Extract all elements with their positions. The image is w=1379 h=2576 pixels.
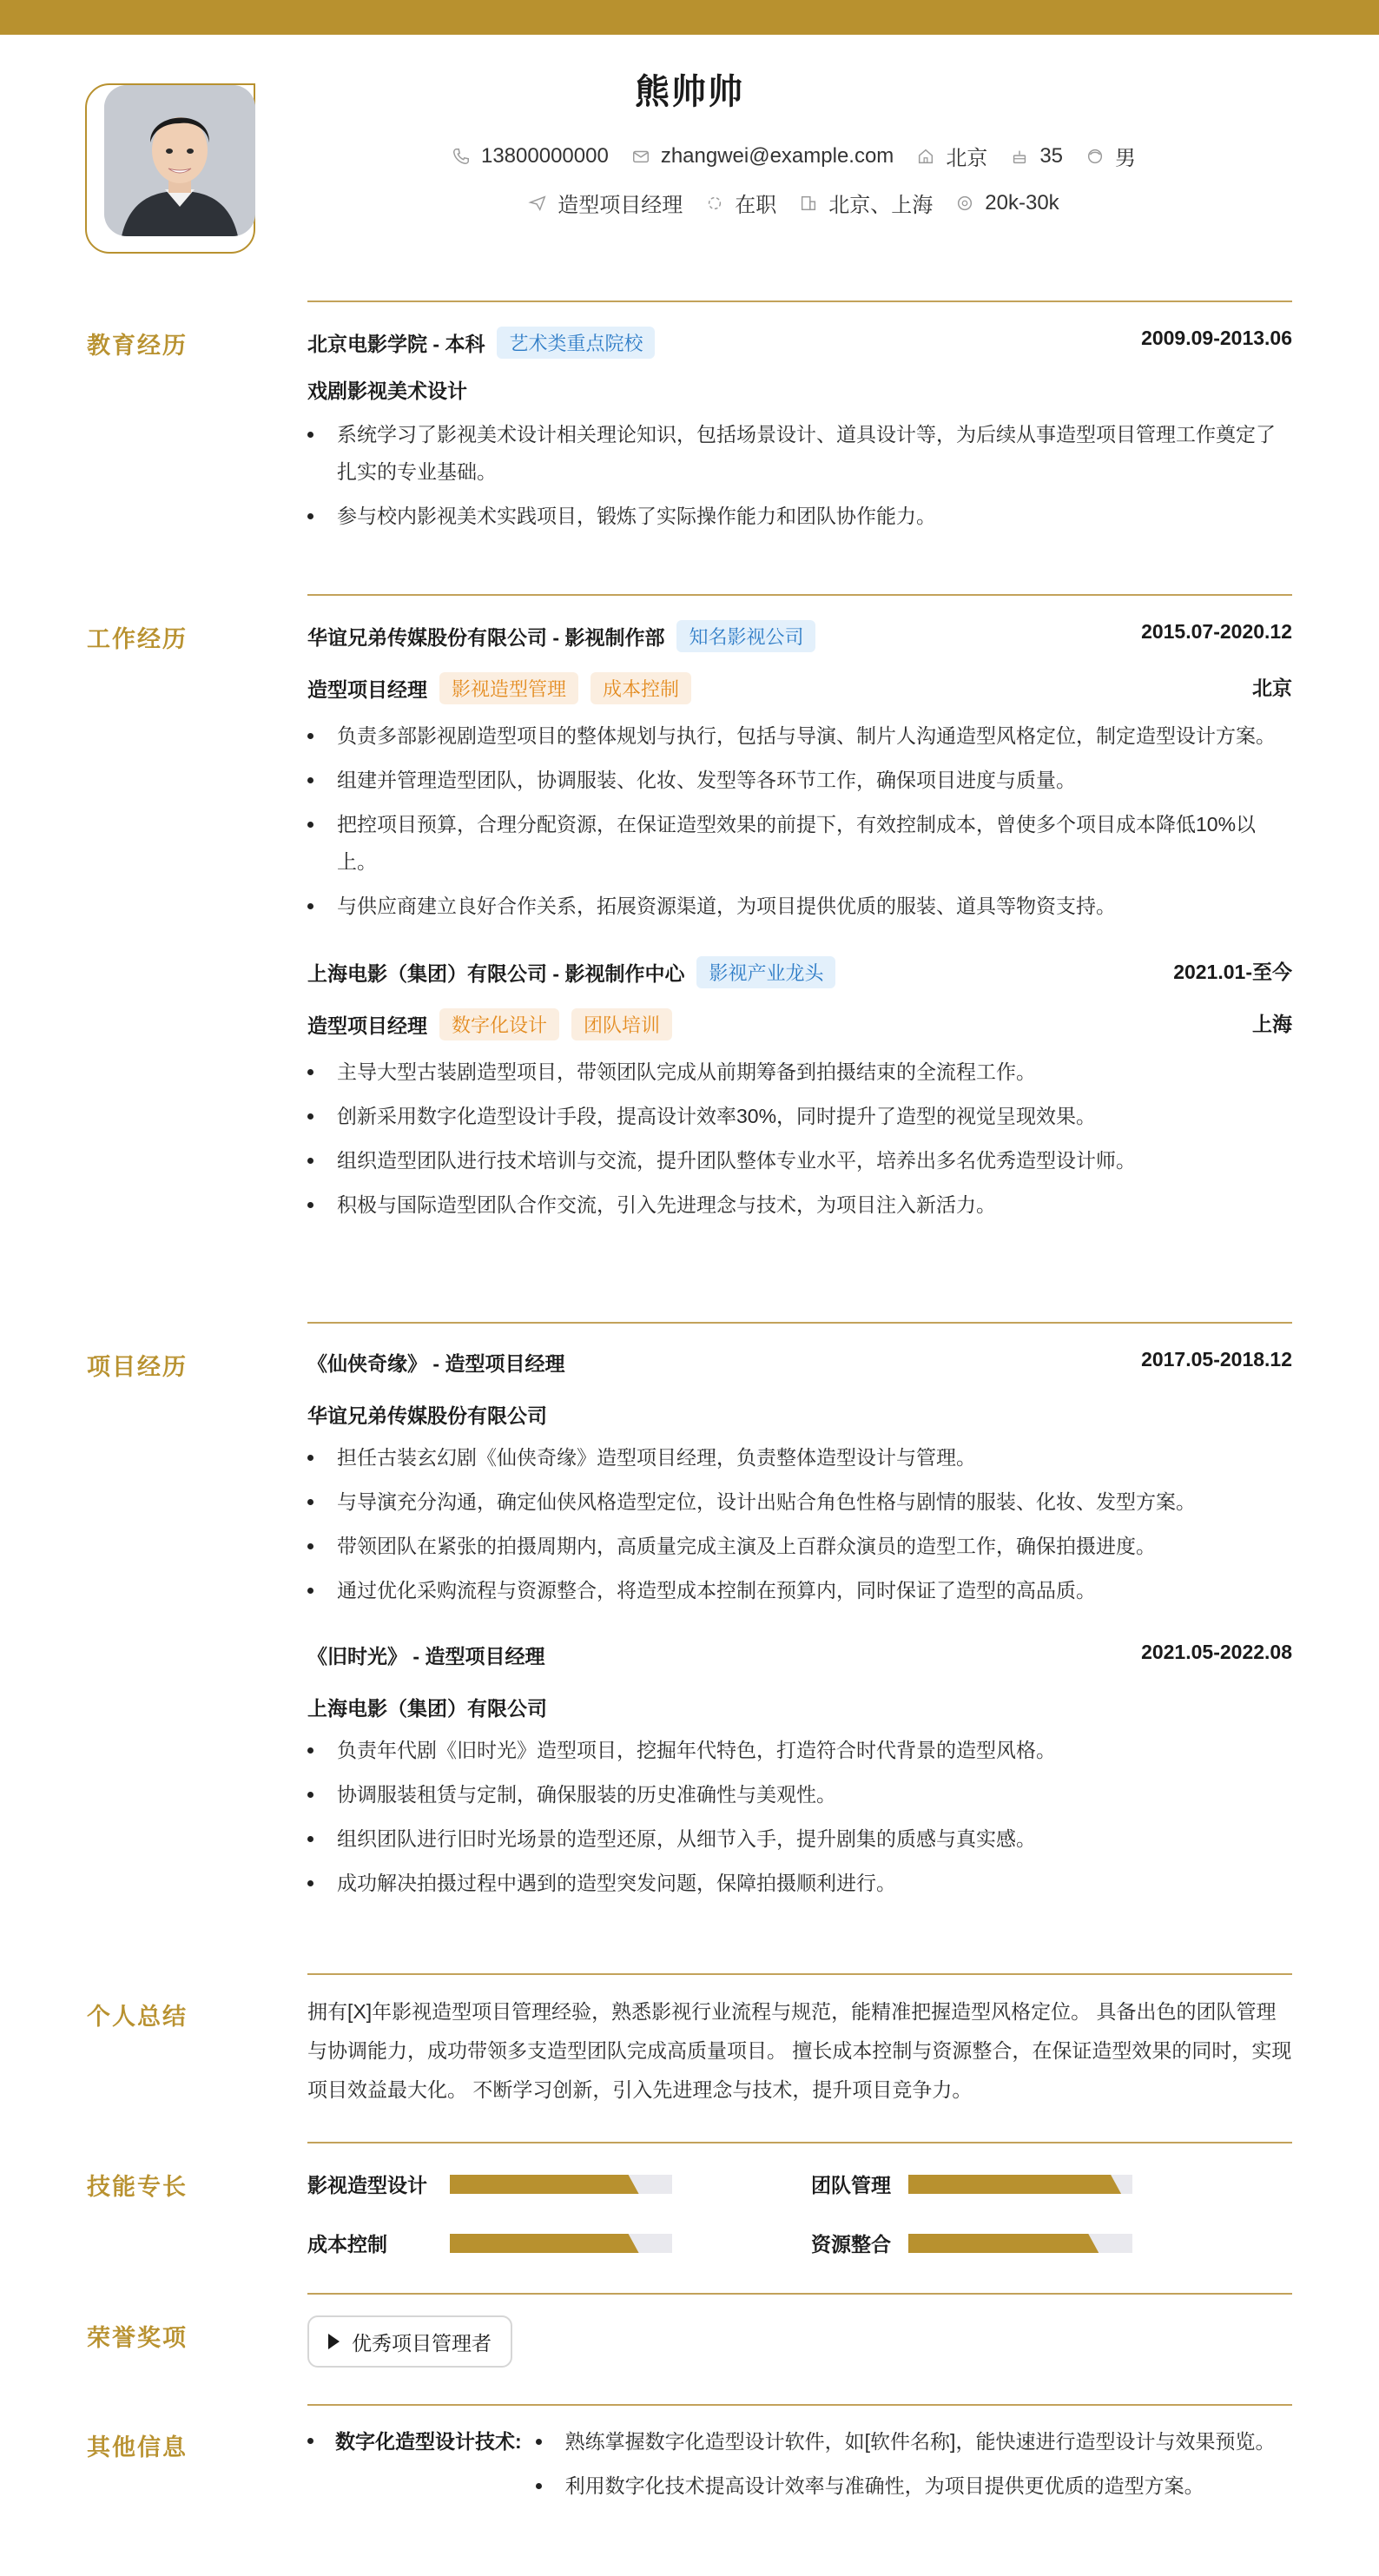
job-header — [307, 956, 1292, 991]
honors-divider — [307, 2293, 1292, 2295]
phone-text: 13800000000 — [480, 143, 609, 168]
job-bullet: 创新采用数字化造型设计手段，提高设计效率30%，同时提升了造型的视觉呈现效果。 — [307, 1098, 1292, 1135]
skills-title: 技能专长 — [87, 2174, 188, 2200]
education-header — [307, 327, 1292, 361]
projects-section — [307, 1348, 1292, 1902]
education-title: 教育经历 — [87, 333, 188, 359]
education-date: 2009.09-2013.06 — [1141, 327, 1292, 349]
project-header — [307, 1641, 1292, 1675]
education-bullets — [307, 416, 1292, 535]
job-skill-tag: 成本控制 — [591, 672, 691, 704]
skill-fill — [450, 2234, 639, 2253]
other-key: 数字化造型设计技术: — [335, 2430, 522, 2453]
job-bullets — [307, 717, 1292, 925]
job-bullet: 与供应商建立良好合作关系，拓展资源渠道，为项目提供优质的服装、道具等物资支持。 — [307, 888, 1292, 925]
major: 戏剧影视美术设计 — [307, 380, 467, 402]
candidate-name: 熊帅帅 — [635, 73, 744, 111]
age-text: 35 — [1039, 143, 1064, 168]
skill-name: 成本控制 — [307, 2233, 387, 2256]
phone-item — [452, 144, 609, 168]
project-bullet: 负责年代剧《旧时光》造型项目，挖掘年代特色，打造符合时代背景的造型风格。 — [307, 1732, 1292, 1769]
other-section — [307, 2423, 1292, 2505]
education-divider — [307, 301, 1292, 302]
age-item — [1010, 144, 1063, 168]
skill-bar — [450, 2234, 672, 2253]
job-bullet: 积极与国际造型团队合作交流，引入先进理念与技术，为项目注入新活力。 — [307, 1186, 1292, 1224]
job-skill-tag: 影视造型管理 — [439, 672, 578, 704]
salary-item — [955, 191, 1059, 215]
award-text: 优秀项目管理者 — [352, 2331, 492, 2355]
education-bullet: 系统学习了影视美术设计相关理论知识，包括场景设计、道具设计等，为后续从事造型项目管理工作奠定了扎实的专业基础。 — [307, 416, 1292, 491]
project-header — [307, 1348, 1292, 1383]
education-section — [307, 327, 1292, 535]
job-role: 造型项目经理 — [307, 1014, 427, 1037]
project-bullets — [307, 1439, 1292, 1609]
project-company: 华谊兄弟传媒股份有限公司 — [307, 1404, 547, 1427]
status-icon — [705, 194, 724, 213]
company-tag: 知名影视公司 — [676, 620, 815, 652]
work-title: 工作经历 — [87, 626, 188, 652]
job-role-row — [307, 1008, 1292, 1043]
email-item — [631, 144, 894, 168]
home-icon — [916, 147, 935, 166]
skill-fill — [908, 2234, 1099, 2253]
phone-icon — [452, 147, 471, 166]
gender-text: 男 — [1115, 147, 1137, 170]
summary-divider — [307, 1973, 1292, 1975]
other-bullet: 利用数字化技术提高设计效率与准确性，为项目提供更优质的造型方案。 — [536, 2467, 1292, 2505]
school-name: 北京电影学院 - 本科 — [307, 333, 485, 355]
coin-icon — [955, 194, 974, 213]
job-intent-row — [330, 188, 1257, 218]
award-badge — [307, 2315, 512, 2368]
skill-bar — [908, 2175, 1132, 2194]
job-skill-tag: 数字化设计 — [439, 1008, 559, 1040]
job-date: 2015.07-2020.12 — [1141, 620, 1292, 643]
school-tag: 艺术类重点院校 — [497, 327, 655, 359]
job-bullet: 组织造型团队进行技术培训与交流，提升团队整体专业水平，培养出多名优秀造型设计师。 — [307, 1142, 1292, 1179]
work-section — [307, 620, 1292, 1224]
other-bullets — [536, 2423, 1292, 2505]
job-bullet: 把控项目预算，合理分配资源，在保证造型效果的前提下，有效控制成本，曾使多个项目成本降低10%以上。 — [307, 806, 1292, 881]
project-company: 上海电影（集团）有限公司 — [307, 1697, 547, 1720]
job-bullets — [307, 1054, 1292, 1224]
company-name: 华谊兄弟传媒股份有限公司 - 影视制作部 — [307, 626, 665, 649]
top-accent-bar — [0, 0, 1379, 35]
send-icon — [528, 194, 547, 213]
gender-item — [1085, 141, 1136, 171]
skills-divider — [307, 2142, 1292, 2143]
job-city: 北京 — [1252, 677, 1292, 699]
project-bullet: 通过优化采购流程与资源整合，将造型成本控制在预算内，同时保证了造型的高品质。 — [307, 1572, 1292, 1609]
work-divider — [307, 594, 1292, 596]
project-date: 2017.05-2018.12 — [1141, 1348, 1292, 1371]
job-bullet: 负责多部影视剧造型项目的整体规划与执行，包括与导演、制片人沟通造型风格定位，制定造型设计方案。 — [307, 717, 1292, 755]
project-bullet: 协调服装租赁与定制，确保服装的历史准确性与美观性。 — [307, 1776, 1292, 1813]
skill-bar — [908, 2234, 1132, 2253]
company-tag: 影视产业龙头 — [696, 956, 835, 988]
skill-fill — [450, 2175, 639, 2194]
projects-title: 项目经历 — [87, 1354, 188, 1380]
position-text: 造型项目经理 — [558, 194, 683, 217]
other-title: 其他信息 — [87, 2434, 188, 2460]
skill-name: 影视造型设计 — [307, 2174, 427, 2196]
education-bullet: 参与校内影视美术实践项目，锻炼了实际操作能力和团队协作能力。 — [307, 498, 1292, 535]
project-bullet: 担任古装玄幻剧《仙侠奇缘》造型项目经理，负责整体造型设计与管理。 — [307, 1439, 1292, 1476]
email-text: zhangwei@example.com — [660, 143, 894, 168]
skill-bar — [450, 2175, 672, 2194]
person-face-icon — [1085, 147, 1105, 166]
project-bullet: 组织团队进行旧时光场景的造型还原，从细节入手，提升剧集的质感与真实感。 — [307, 1820, 1292, 1858]
job-bullet: 主导大型古装剧造型项目，带领团队完成从前期筹备到拍摄结束的全流程工作。 — [307, 1054, 1292, 1091]
locations-item — [799, 188, 933, 218]
project-bullet: 成功解决拍摄过程中遇到的造型突发问题，保障拍摄顺利进行。 — [307, 1865, 1292, 1902]
salary-text: 20k-30k — [985, 190, 1059, 215]
other-divider — [307, 2404, 1292, 2406]
summary-title: 个人总结 — [87, 2004, 188, 2030]
mail-icon — [631, 147, 650, 166]
other-bullet: 熟练掌握数字化造型设计软件，如[软件名称]，能快速进行造型设计与效果预览。 — [536, 2423, 1292, 2460]
project-date: 2021.05-2022.08 — [1141, 1641, 1292, 1663]
locations-text: 北京、上海 — [828, 194, 934, 217]
status-text: 在职 — [735, 194, 777, 217]
city-text: 北京 — [946, 147, 988, 170]
job-header — [307, 620, 1292, 655]
project-name: 《仙侠奇缘》 - 造型项目经理 — [307, 1352, 565, 1375]
job-skill-tag: 团队培训 — [571, 1008, 672, 1040]
projects-divider — [307, 1322, 1292, 1324]
project-bullet: 带领团队在紧张的拍摄周期内，高质量完成主演及上百群众演员的造型工作，确保拍摄进度。 — [307, 1528, 1292, 1565]
project-name: 《旧时光》 - 造型项目经理 — [307, 1645, 545, 1668]
city-item — [916, 141, 987, 171]
job-date: 2021.01-至今 — [1173, 961, 1292, 983]
skill-name: 团队管理 — [811, 2174, 891, 2196]
company-name: 上海电影（集团）有限公司 - 影视制作中心 — [307, 962, 685, 985]
project-bullet: 与导演充分沟通，确定仙侠风格造型定位，设计出贴合角色性格与剧情的服装、化妆、发型方案。 — [307, 1483, 1292, 1521]
honors-title: 荣誉奖项 — [87, 2325, 188, 2351]
job-bullet: 组建并管理造型团队，协调服装、化妆、发型等各环节工作，确保项目进度与质量。 — [307, 762, 1292, 799]
job-role-row — [307, 672, 1292, 707]
cake-icon — [1010, 147, 1029, 166]
position-item — [528, 188, 683, 218]
play-triangle-icon — [328, 2334, 340, 2349]
status-item — [705, 188, 776, 218]
job-role: 造型项目经理 — [307, 678, 427, 701]
job-city: 上海 — [1252, 1013, 1292, 1035]
skill-name: 资源整合 — [811, 2233, 891, 2256]
contact-row — [330, 141, 1257, 171]
skill-fill — [908, 2175, 1121, 2194]
project-bullets — [307, 1732, 1292, 1902]
summary-text: 拥有[X]年影视造型项目管理经验，熟悉影视行业流程与规范，能精准把握造型风格定位。 具备出色的团队管理与协调能力，成功带领多支造型团队完成高质量项目。 擅长成本控制与资源整合，在保证造型效果的同时，实现项目效益最大化。 不断学习创新，引入先进理念与技术，提升项目竞争力。 — [307, 2000, 1292, 2101]
building-icon — [799, 194, 818, 213]
